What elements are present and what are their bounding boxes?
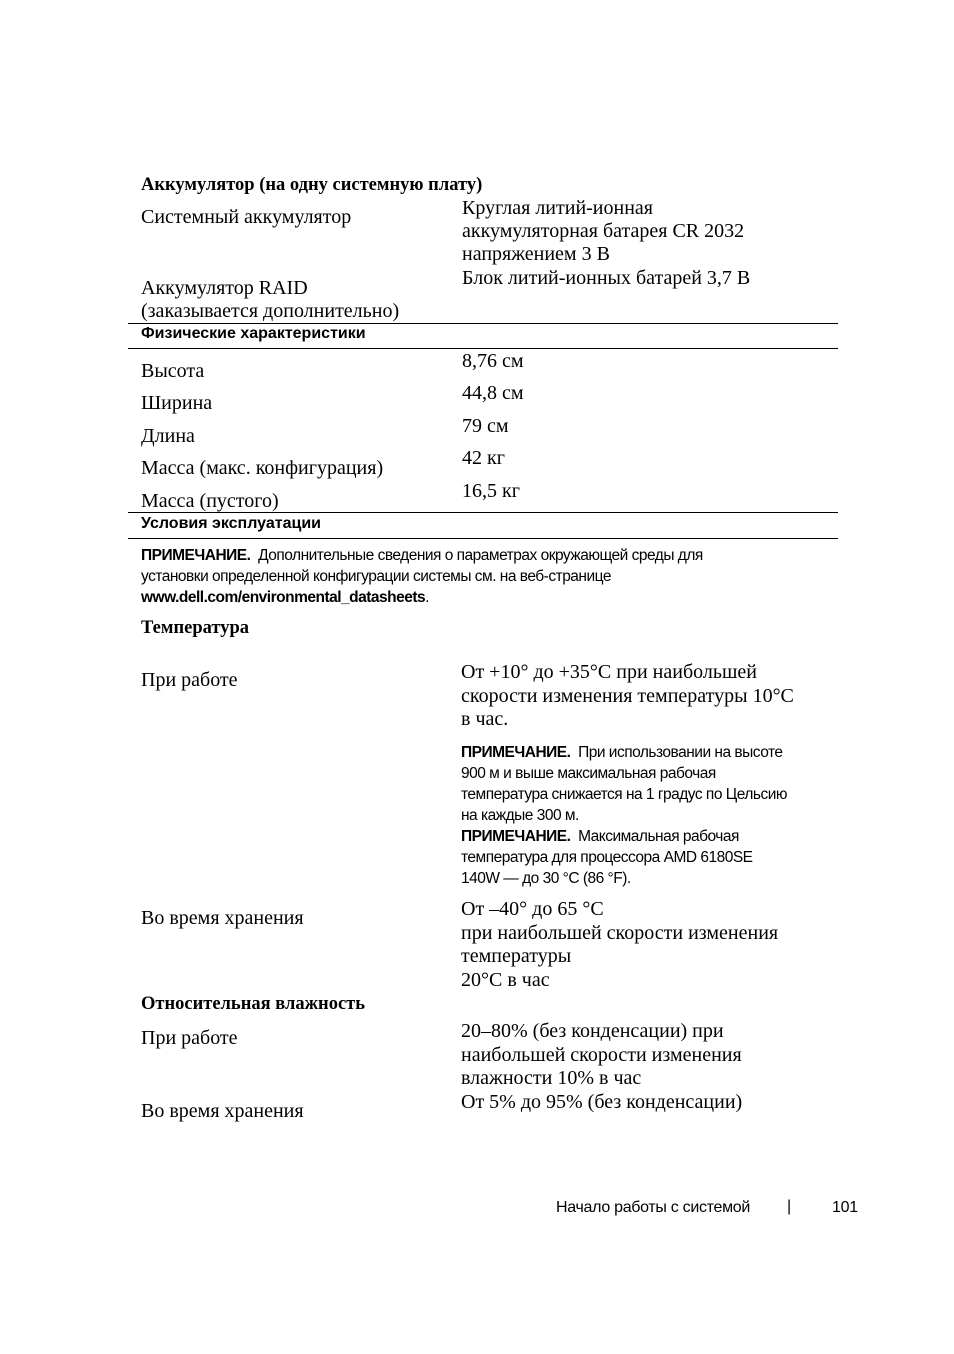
humidity-operating-value-2: наибольшей скорости изменения [461, 1044, 742, 1066]
physical-row-value: 42 кг [462, 447, 505, 469]
raid-battery-label-1: Аккумулятор RAID [141, 277, 308, 299]
note-label: ПРИМЕЧАНИЕ. [141, 547, 251, 564]
system-battery-label: Системный аккумулятор [141, 206, 352, 228]
temp-operating-value-3: в час. [461, 708, 509, 730]
temp-operating-value-2: скорости изменения температуры 10°C [461, 685, 794, 707]
environment-heading: Условия эксплуатации [141, 515, 321, 532]
temp-storage-value-4: 20°C в час [461, 969, 550, 991]
note-url-suffix: . [425, 589, 429, 606]
humidity-storage-label: Во время хранения [141, 1100, 304, 1122]
physical-row-label: Масса (макс. конфигурация) [141, 457, 384, 479]
note-text: При использовании на высоте [578, 744, 783, 761]
system-battery-value-2: аккумуляторная батарея CR 2032 [462, 220, 745, 242]
physical-heading: Физические характеристики [141, 325, 366, 342]
humidity-heading: Относительная влажность [141, 994, 366, 1014]
physical-row-value: 44,8 см [462, 382, 524, 404]
physical-row-label: Длина [141, 425, 195, 447]
rule-environment-top [128, 512, 838, 513]
environment-note-line-2: установки определенной конфигурации системы см. на веб-странице [141, 568, 611, 585]
note-label: ПРИМЕЧАНИЕ. [461, 744, 571, 761]
system-battery-value-1: Круглая литий-ионная [462, 197, 653, 219]
page-number: 101 [832, 1199, 858, 1216]
temp-note1-line-4: на каждые 300 м. [461, 807, 579, 824]
temp-note1-line-2: 900 м и выше максимальная рабочая [461, 765, 716, 782]
system-battery-value-3: напряжением 3 В [462, 243, 610, 265]
temp-note2-line-3: 140W — до 30 °C (86 °F). [461, 870, 631, 887]
raid-battery-value: Блок литий-ионных батарей 3,7 В [462, 267, 751, 289]
humidity-operating-value-3: влажности 10% в час [461, 1067, 642, 1089]
physical-row-label: Масса (пустого) [141, 490, 279, 512]
temp-operating-label: При работе [141, 669, 238, 691]
humidity-operating-label: При работе [141, 1027, 238, 1049]
physical-row-value: 79 см [462, 415, 509, 437]
rule-environment-bottom [128, 538, 838, 539]
physical-row-label: Высота [141, 360, 205, 382]
humidity-operating-value-1: 20–80% (без конденсации) при [461, 1020, 724, 1042]
temp-storage-value-2: при наибольшей скорости изменения [461, 922, 779, 944]
physical-row-value: 8,76 см [462, 350, 524, 372]
rule-physical-bottom [128, 348, 838, 349]
note-label: ПРИМЕЧАНИЕ. [461, 828, 571, 845]
physical-row-label: Ширина [141, 392, 213, 414]
temp-storage-value-3: температуры [461, 945, 572, 967]
physical-row-value: 16,5 кг [462, 480, 520, 502]
footer-section-title: Начало работы с системой [556, 1199, 751, 1216]
temp-operating-value-1: От +10° до +35°C при наибольшей [461, 661, 757, 683]
raid-battery-label-2: (заказывается дополнительно) [141, 300, 400, 322]
environmental-datasheets-link[interactable]: www.dell.com/environmental_datasheets [141, 589, 426, 606]
temp-storage-value-1: От –40° до 65 °C [461, 898, 604, 920]
temperature-heading: Температура [141, 618, 250, 638]
temp-note2-line-1 [461, 826, 739, 847]
humidity-storage-value: От 5% до 95% (без конденсации) [461, 1091, 743, 1113]
temp-storage-label: Во время хранения [141, 907, 304, 929]
environment-note-line-3 [141, 587, 429, 608]
environment-note-line-1 [141, 545, 703, 566]
note-text: Максимальная рабочая [578, 828, 739, 845]
temp-note1-line-1 [461, 742, 783, 763]
battery-heading: Аккумулятор (на одну системную плату) [141, 175, 483, 195]
note-text: Дополнительные сведения о параметрах окружающей среды для [258, 547, 703, 564]
temp-note2-line-2: температура для процессора AMD 6180SE [461, 849, 753, 866]
temp-note1-line-3: температура снижается на 1 градус по Цельсию [461, 786, 787, 803]
footer-separator: | [787, 1198, 791, 1215]
